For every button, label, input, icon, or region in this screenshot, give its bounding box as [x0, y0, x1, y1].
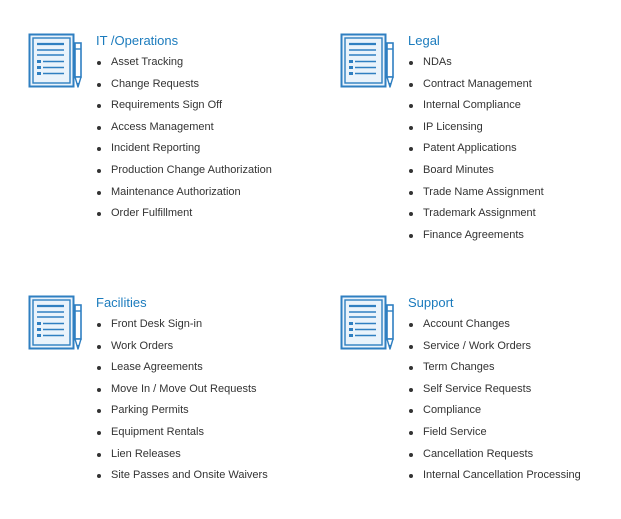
list-item: Compliance: [408, 400, 581, 422]
list-item: Asset Tracking: [96, 52, 272, 74]
list-item: Service / Work Orders: [408, 336, 581, 358]
document-pen-icon: [28, 295, 86, 359]
list-item: Patent Applications: [408, 138, 544, 160]
list-item: Requirements Sign Off: [96, 95, 272, 117]
section-heading: Facilities: [96, 295, 147, 310]
section-heading: IT /Operations: [96, 33, 179, 48]
list-item: IP Licensing: [408, 117, 544, 139]
document-pen-icon: [340, 295, 398, 359]
bullet-list: [408, 314, 581, 487]
document-pen-icon: [28, 33, 86, 97]
list-item: Production Change Authorization: [96, 160, 272, 182]
section-heading: Support: [408, 295, 454, 310]
list-item: Field Service: [408, 422, 581, 444]
list-item: Incident Reporting: [96, 138, 272, 160]
list-item: Parking Permits: [96, 400, 268, 422]
list-item: Lien Releases: [96, 444, 268, 466]
list-item: Equipment Rentals: [96, 422, 268, 444]
list-item: Site Passes and Onsite Waivers: [96, 465, 268, 487]
section-it-operations: [28, 33, 328, 253]
list-item: Finance Agreements: [408, 225, 544, 247]
section-heading: Legal: [408, 33, 440, 48]
list-item: Access Management: [96, 117, 272, 139]
list-item: Account Changes: [408, 314, 581, 336]
list-item: Order Fulfillment: [96, 203, 272, 225]
document-pen-icon: [340, 33, 398, 97]
list-item: Front Desk Sign-in: [96, 314, 268, 336]
list-item: NDAs: [408, 52, 544, 74]
list-item: Maintenance Authorization: [96, 182, 272, 204]
section-facilities: [28, 295, 328, 515]
list-item: Lease Agreements: [96, 357, 268, 379]
list-item: Internal Cancellation Processing: [408, 465, 581, 487]
list-item: Cancellation Requests: [408, 444, 581, 466]
list-item: Trademark Assignment: [408, 203, 544, 225]
list-item: Trade Name Assignment: [408, 182, 544, 204]
list-item: Work Orders: [96, 336, 268, 358]
list-item: Change Requests: [96, 74, 272, 96]
section-support: [340, 295, 615, 515]
list-item: Self Service Requests: [408, 379, 581, 401]
list-item: Contract Management: [408, 74, 544, 96]
list-item: Move In / Move Out Requests: [96, 379, 268, 401]
section-legal: [340, 33, 615, 253]
list-item: Internal Compliance: [408, 95, 544, 117]
bullet-list: [96, 52, 272, 225]
list-item: Board Minutes: [408, 160, 544, 182]
list-item: Term Changes: [408, 357, 581, 379]
bullet-list: [96, 314, 268, 487]
bullet-list: [408, 52, 544, 246]
